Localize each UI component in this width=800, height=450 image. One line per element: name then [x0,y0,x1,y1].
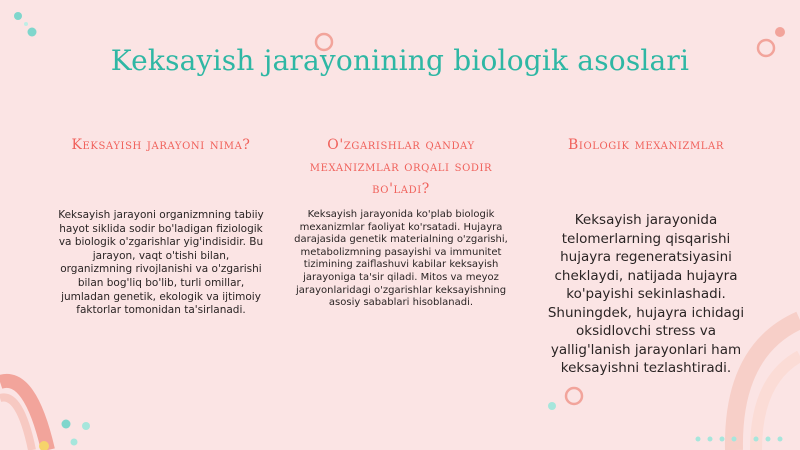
slide-title: Keksayish jarayonining biologik asoslari [110,44,690,77]
dot-cluster-icon [10,8,50,42]
column-heading: O'zgarishlar qanday mexanizmlar orqali sodir bo'ladi? [309,137,493,197]
dot-cluster-icon [54,414,104,450]
ring-icon [562,384,586,408]
dot-cluster-icon [544,398,560,414]
column-body: Keksayish jarayonida ko'plab biologik mexanizmlar faoliyat ko'rsatadi. Hujayra darajasida genetik materialning o'zgarishi, metabolizmning pasayishi va immunitet tizimining zaiflashuvi kabilar keksayish jarayoniga ta'sir qiladi. Mitos va meyoz jarayonlaridagi o'zgarishlar keksayishning asosiy sabablari hisoblanadi. [294,209,508,309]
column-heading: Keksayish jarayoni nima? [71,137,251,153]
dot-cluster-icon [772,24,788,40]
rainbow-arc-icon [0,372,60,450]
dot-cluster-icon [692,432,792,446]
column-heading: Biologik mexanizmlar [568,137,724,153]
column-body: Keksayish jarayoni organizmning tabiiy hayot siklida sodir bo'ladigan fiziologik va biologik o'zgarishlar yig'indisidir. Bu jarayon, vaqt o'tishi bilan, organizmning rivojlanishi va o'zgarishi bilan bog'liq bo'lib, turli omillar, jumladan genetik, ekologik va ijtimoiy faktorlar tomonidan ta'sirlanadi. [58,209,264,317]
column-body: Keksayish jarayonida telomerlarning qisqarishi hujayra regeneratsiyasini cheklaydi, natijada hujayra ko'payishi sekinlashadi. Shuningdek, hujayra ichidagi oksidlovchi stress va yallig'lanish jarayonlari ham keksayishni tezlashtiradi. [547,212,745,376]
